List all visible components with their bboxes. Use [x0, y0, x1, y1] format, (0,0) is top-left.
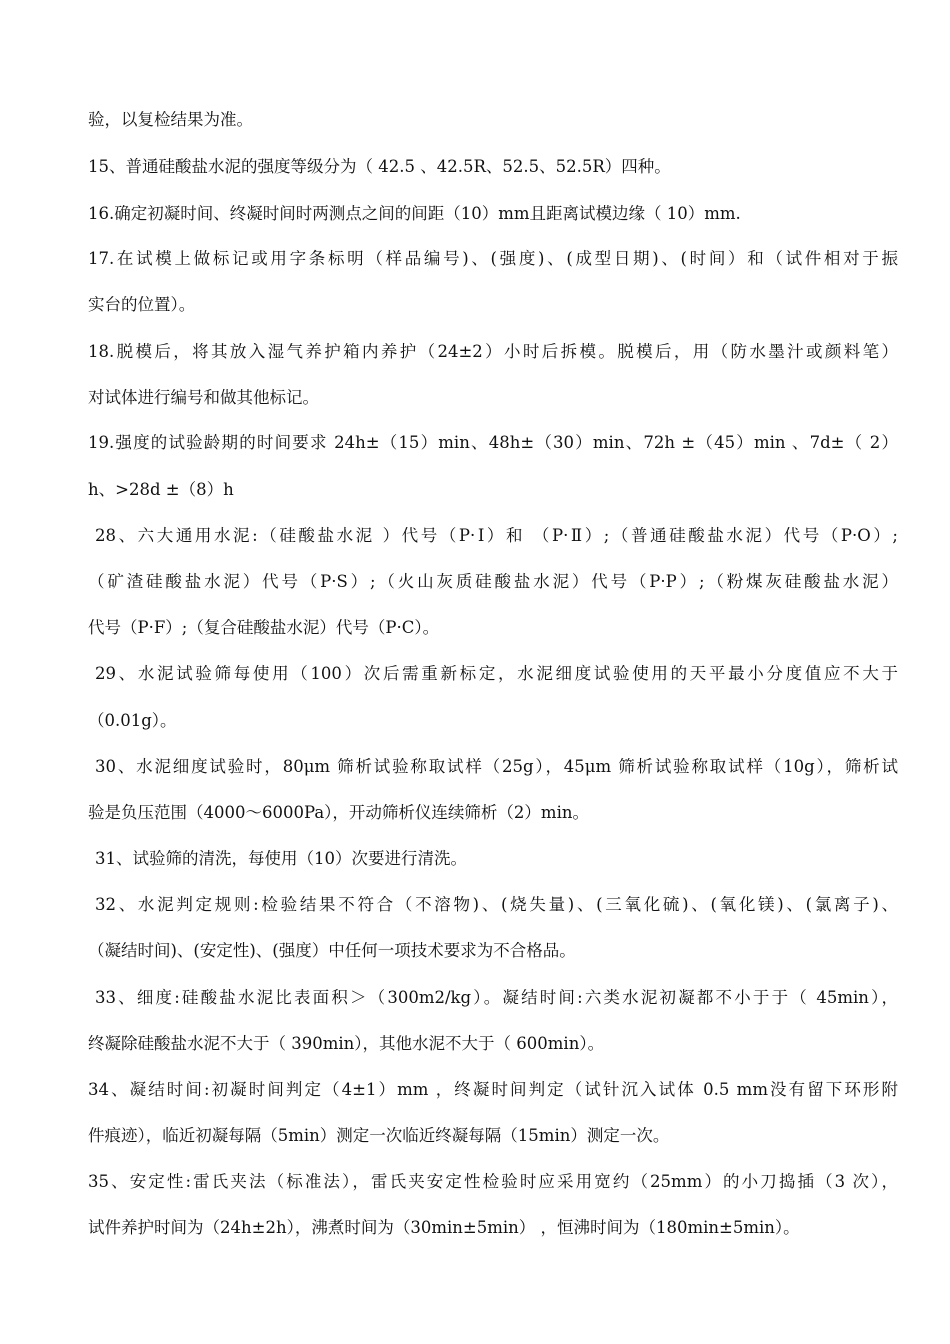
text-line: 34、凝结时间:初凝时间判定（4±1）mm ，终凝时间判定（试针沉入试体 0.5 mm没有留下环形附	[88, 1080, 898, 1099]
text-line: 33、细度:硅酸盐水泥比表面积＞（300m2/kg）。凝结时间:六类水泥初凝都不小于于（ 45min），	[95, 988, 898, 1007]
text-line: 15、普通硅酸盐水泥的强度等级分为（ 42.5 、42.5R、52.5、52.5R）四种。	[88, 157, 671, 176]
text-line: （凝结时间)、(安定性)、(强度）中任何一项技术要求为不合格品。	[88, 941, 576, 960]
text-line: h、>28d ±（8）h	[88, 480, 234, 499]
text-line: 28、六大通用水泥:（硅酸盐水泥 ）代号（P·Ⅰ）和 （P·Ⅱ）;（普通硅酸盐水泥）代号（P·O）;	[95, 526, 898, 545]
text-line: 31、试验筛的清洗，每使用（10）次要进行清洗。	[95, 849, 467, 868]
text-line: 35、安定性:雷氏夹法（标准法），雷氏夹安定性检验时应采用宽约（25mm）的小刀捣插（3 次），	[88, 1172, 898, 1191]
text-line: 代号（P·F）;（复合硅酸盐水泥）代号（P·C）。	[88, 618, 440, 637]
text-line: 件痕迹），临近初凝每隔（5min）测定一次临近终凝每隔（15min）测定一次。	[88, 1126, 670, 1145]
text-line: 32、水泥判定规则:检验结果不符合（不溶物)、(烧失量)、(三氧化硫)、(氧化镁)、(氯离子)、	[95, 895, 898, 914]
text-line: 18.脱模后，将其放入湿气养护箱内养护（24±2）小时后拆模。脱模后，用（防水墨汁或颜料笔）	[88, 342, 898, 361]
text-line: （矿渣硅酸盐水泥）代号（P·S）;（火山灰质硅酸盐水泥）代号（P·P）;（粉煤灰硅酸盐水泥）	[88, 572, 898, 591]
text-line: 实台的位置）。	[88, 295, 196, 314]
text-line: 17.在试模上做标记或用字条标明（样品编号)、(强度)、(成型日期)、(时间）和（试件相对于振	[88, 249, 898, 268]
text-line: 试件养护时间为（24h±2h），沸煮时间为（30min±5min） ，恒沸时间为（180min±5min）。	[88, 1218, 800, 1237]
text-line: 30、水泥细度试验时，80μm 筛析试验称取试样（25g），45μm 筛析试验称取试样（10g），筛析试	[95, 757, 898, 776]
text-line: 19.强度的试验龄期的时间要求 24h±（15）min、48h±（30）min、72h ±（45）min 、7d±（ 2）	[88, 433, 898, 452]
text-line: 29、水泥试验筛每使用（100）次后需重新标定，水泥细度试验使用的天平最小分度值应不大于	[95, 664, 898, 683]
text-line: （0.01g）。	[88, 711, 177, 730]
text-line: 终凝除硅酸盐水泥不大于（ 390min），其他水泥不大于（ 600min）。	[88, 1034, 605, 1053]
text-line: 16.确定初凝时间、终凝时间时两测点之间的间距（10）mm且距离试模边缘（ 10）mm.	[88, 204, 741, 223]
text-line: 验是负压范围（4000～6000Pa），开动筛析仪连续筛析（2）min。	[88, 803, 589, 822]
text-line: 对试体进行编号和做其他标记。	[88, 388, 319, 407]
text-line: 验，以复检结果为准。	[88, 110, 253, 129]
